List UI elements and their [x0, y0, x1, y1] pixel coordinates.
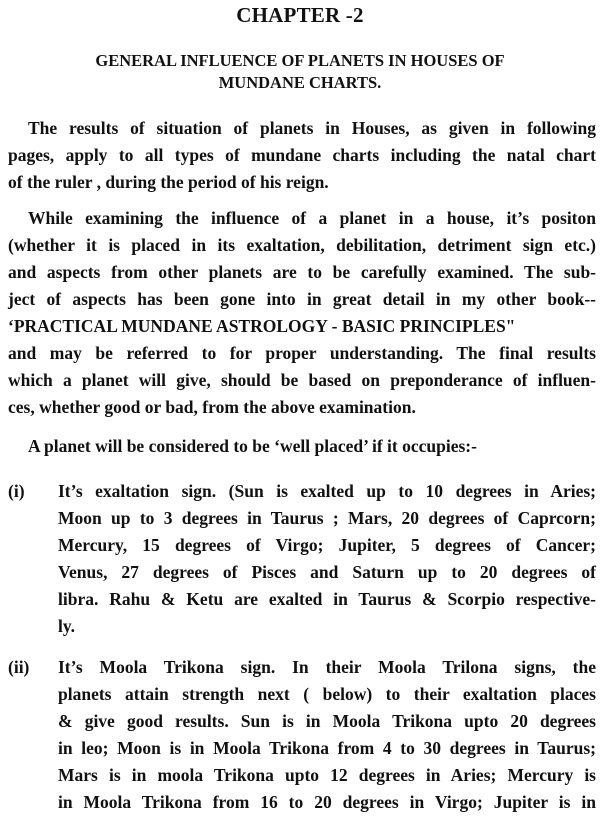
paragraph-1-line-2: pages, apply to all types of mundane charts including the natal chart	[8, 145, 596, 165]
list-item-line: It’s exaltation sign. (Sun is exalted up to 10 degrees in Aries;	[58, 481, 596, 501]
section-heading	[20, 50, 580, 94]
paragraph-2-line-6: and may be referred to for proper understanding. The final results	[8, 343, 596, 363]
chapter-title: CHAPTER -2	[236, 3, 364, 27]
paragraph-1	[8, 115, 596, 196]
list-item-line: ly.	[58, 616, 76, 636]
list-item-line: libra. Rahu & Ketu are exalted in Taurus & Scorpio respective-	[58, 589, 596, 609]
paragraph-2-line-1: While examining the influence of a planet in a house, it’s positon	[28, 208, 596, 228]
list-marker: (ii)	[8, 657, 30, 677]
list-item-body	[58, 654, 596, 816]
paragraph-3-line-1: A planet will be considered to be ‘well placed’ if it occupies:-	[28, 436, 477, 456]
list-item-line: in Moola Trikona from 16 to 20 degrees in Virgo; Jupiter is in	[58, 792, 596, 812]
section-heading-line-2: MUNDANE CHARTS.	[218, 73, 382, 92]
paragraph-2-line-7: which a planet will give, should be based on preponderance of influen-	[8, 370, 596, 390]
paragraph-1-line-1: The results of situation of planets in Houses, as given in following	[28, 118, 596, 138]
paragraph-2-line-5: ‘PRACTICAL MUNDANE ASTROLOGY - BASIC PRINCIPLES"	[8, 316, 516, 336]
paragraph-2-line-8: ces, whether good or bad, from the above examination.	[8, 397, 416, 417]
list-item-line: Mars is in moola Trikona upto 12 degrees in Aries; Mercury is	[58, 765, 596, 785]
list-item-line: planets attain strength next ( below) to their exaltation places	[58, 684, 596, 704]
list-marker: (i)	[8, 481, 25, 501]
paragraph-2-line-4: ject of aspects has been gone into in great detail in my other book--	[8, 289, 596, 309]
section-heading-line-1: GENERAL INFLUENCE OF PLANETS IN HOUSES OF	[95, 51, 505, 70]
list-item-line: & give good results. Sun is in Moola Trikona upto 20 degrees	[58, 711, 596, 731]
list-item-line: Moon up to 3 degrees in Taurus ; Mars, 20 degrees of Caprcorn;	[58, 508, 596, 528]
paragraph-3	[8, 433, 596, 460]
list-item-line: It’s Moola Trikona sign. In their Moola Trilona signs, the	[58, 657, 596, 677]
list-item-body	[58, 478, 596, 640]
paragraph-2-line-2: (whether it is placed in its exaltation, debilitation, detriment sign etc.)	[8, 235, 596, 255]
list-item-line: in leo; Moon is in Moola Trikona from 4 to 30 degrees in Taurus;	[58, 738, 596, 758]
list-item-line: Mercury, 15 degrees of Virgo; Jupiter, 5 degrees of Cancer;	[58, 535, 596, 555]
list-item-line: Venus, 27 degrees of Pisces and Saturn up to 20 degrees of	[58, 562, 596, 582]
paragraph-2	[8, 205, 596, 421]
paragraph-1-line-3: of the ruler , during the period of his reign.	[8, 172, 329, 192]
paragraph-2-line-3: and aspects from other planets are to be carefully examined. The sub-	[8, 262, 596, 282]
